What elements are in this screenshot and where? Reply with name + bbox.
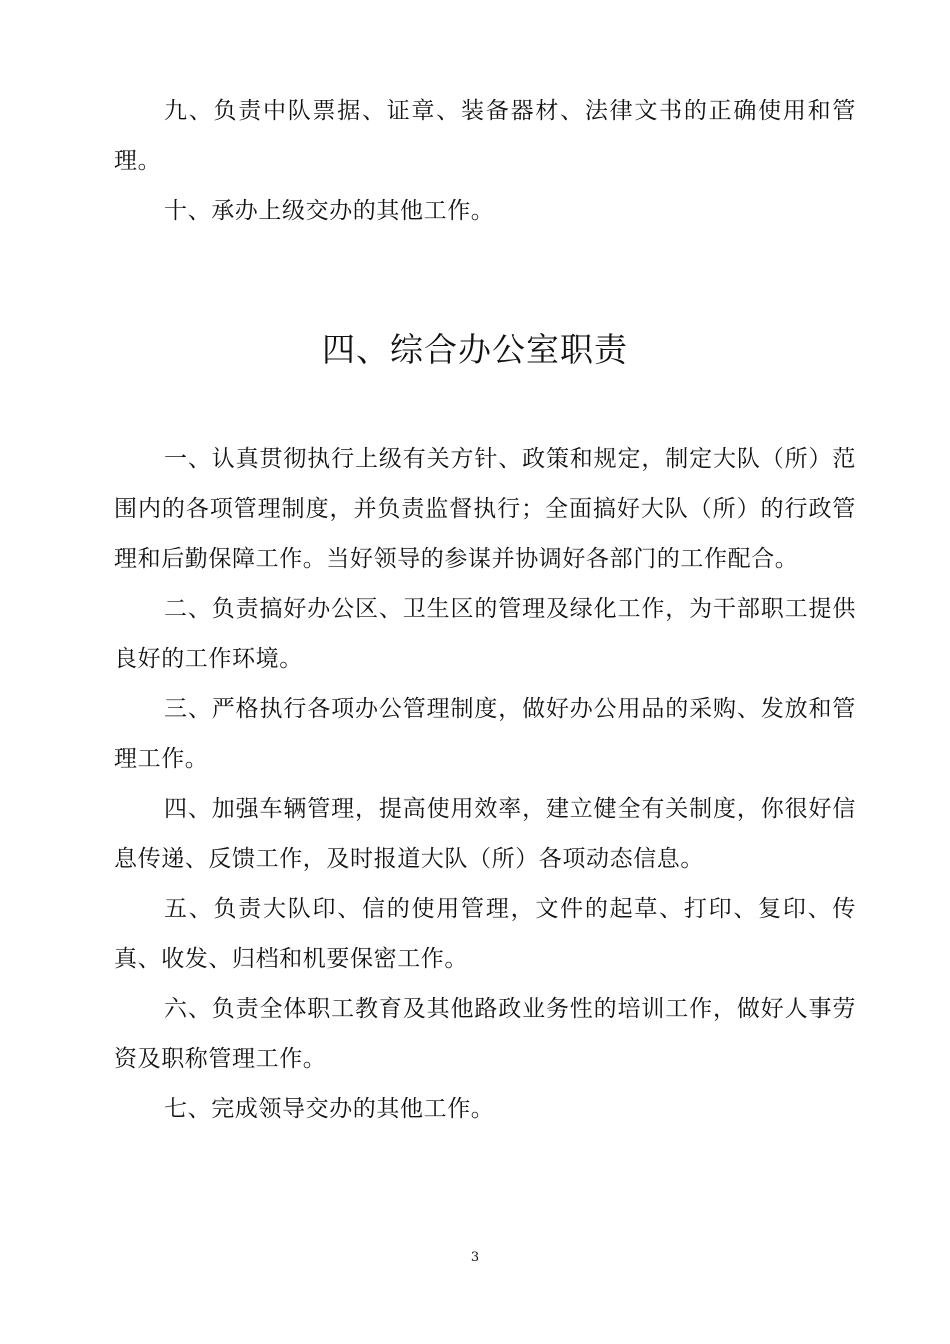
duty-item-4: 四、加强车辆管理，提高使用效率，建立健全有关制度，你很好信息传递、反馈工作，及时报道大队（所）各项动态信息。 [114,796,856,872]
paragraph-item-10: 十、承办上级交办的其他工作。 [164,198,495,224]
duty-item-5: 五、负责大队印、信的使用管理，文件的起草、打印、复印、传真、收发、归档和机要保密工作。 [114,896,856,972]
duty-item-7: 七、完成领导交办的其他工作。 [164,1096,495,1122]
page-number: 3 [470,1250,480,1265]
duty-item-2: 二、负责搞好办公区、卫生区的管理及绿化工作，为干部职工提供良好的工作环境。 [114,596,856,672]
paragraph-item-9: 九、负责中队票据、证章、装备器材、法律文书的正确使用和管理。 [114,98,856,174]
section-body [114,434,856,1134]
duty-item-6: 六、负责全体职工教育及其他路政业务性的培训工作，做好人事劳资及职称管理工作。 [114,996,856,1072]
previous-section-continuation [114,86,856,236]
section-heading: 四、综合办公室职责 [322,330,628,369]
duty-item-1: 一、认真贯彻执行上级有关方针、政策和规定，制定大队（所）范围内的各项管理制度，并负责监督执行；全面搞好大队（所）的行政管理和后勤保障工作。当好领导的参谋并协调好各部门的工作配合。 [114,446,856,572]
duty-item-3: 三、严格执行各项办公管理制度，做好办公用品的采购、发放和管理工作。 [114,696,856,772]
